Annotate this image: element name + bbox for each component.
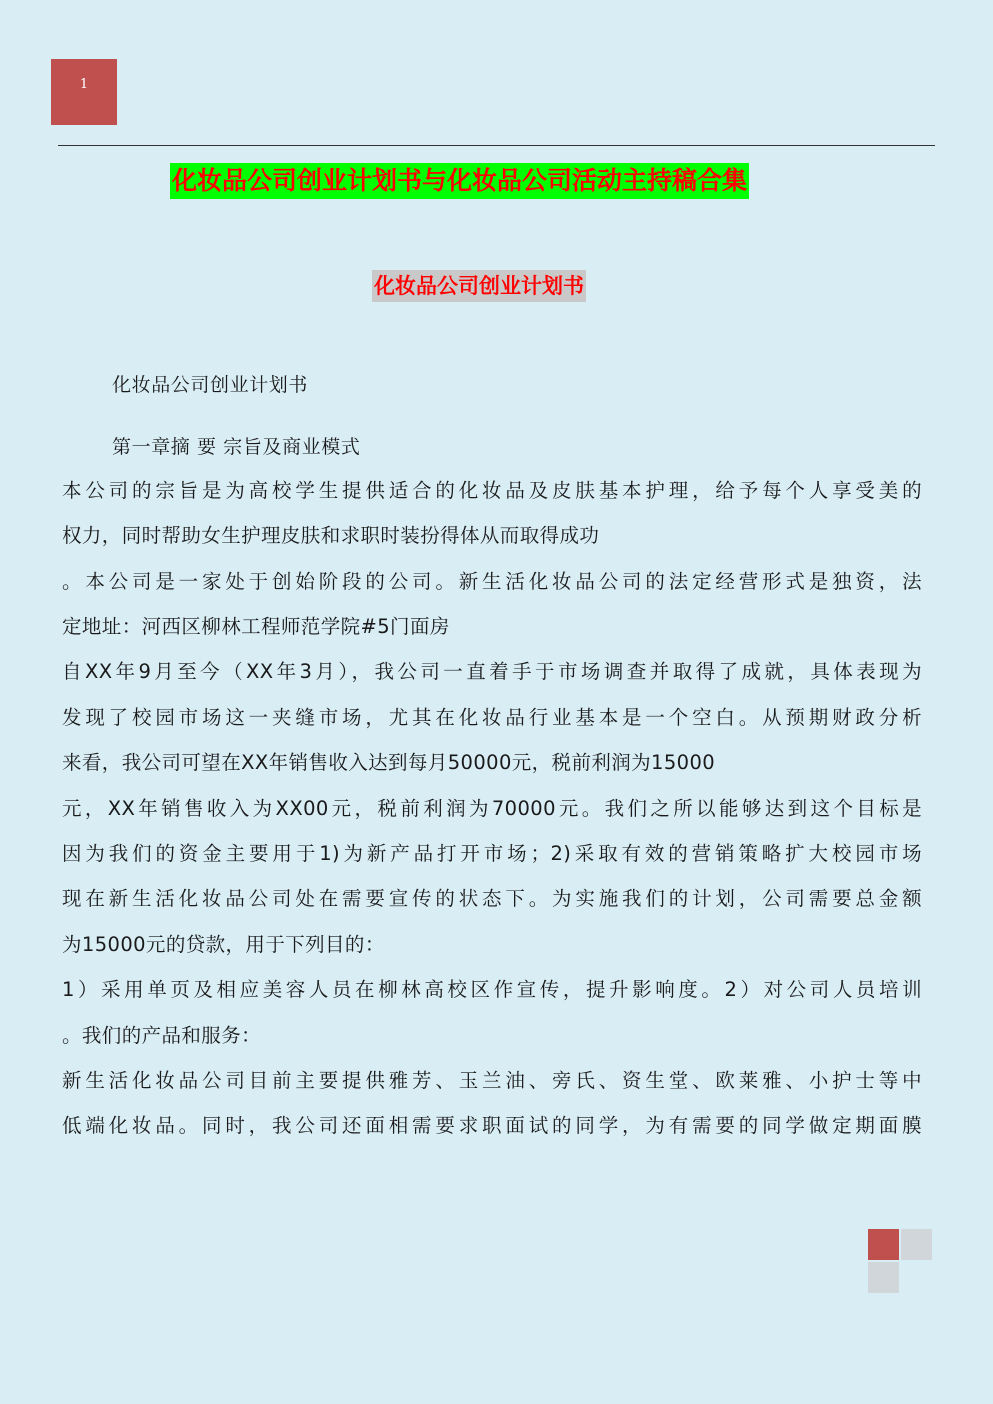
body-line: 来看，我公司可望在XX年销售收入达到每月50000元，税前利润为15000	[62, 751, 716, 774]
body-line: 。本公司是一家处于创始阶段的公司。新生活化妆品公司的法定经营形式是独资，法	[62, 570, 922, 593]
main-title: 化妆品公司创业计划书与化妆品公司活动主持稿合集	[170, 163, 749, 199]
doc-heading: 化妆品公司创业计划书	[112, 374, 309, 396]
header-rule	[58, 145, 935, 146]
body-line: 为15000元的贷款，用于下列目的：	[62, 933, 385, 956]
body-line: 发现了校园市场这一夹缝市场，尤其在化妆品行业基本是一个空白。从预期财政分析	[62, 706, 922, 729]
body-line: 定地址：河西区柳林工程师范学院#5门面房	[62, 615, 450, 638]
body-line: 1）采用单页及相应美容人员在柳林高校区作宣传，提升影响度。2）对公司人员培训	[62, 978, 922, 1001]
body-line: 现在新生活化妆品公司处在需要宣传的状态下。为实施我们的计划，公司需要总金额	[62, 887, 922, 910]
page-number: 1	[79, 77, 89, 92]
section-title: 化妆品公司创业计划书	[372, 270, 586, 302]
body-line: 元，XX年销售收入为XX00元，税前利润为70000元。我们之所以能够达到这个目标是	[62, 797, 922, 820]
body-line: 。我们的产品和服务：	[62, 1024, 262, 1047]
body-line: 本公司的宗旨是为高校学生提供适合的化妆品及皮肤基本护理，给予每个人享受美的	[62, 479, 922, 502]
decor-square-gray	[868, 1262, 899, 1293]
body-line: 自XX年9月至今（XX年3月），我公司一直着手于市场调查并取得了成就，具体表现为	[62, 660, 922, 683]
body-line: 权力，同时帮助女生护理皮肤和求职时装扮得体从而取得成功	[62, 524, 600, 547]
decor-square-gray	[901, 1229, 932, 1260]
body-line: 新生活化妆品公司目前主要提供雅芳、玉兰油、旁氏、资生堂、欧莱雅、小护士等中	[62, 1069, 922, 1092]
decor-square-red	[868, 1229, 899, 1260]
body-line: 因为我们的资金主要用于1)为新产品打开市场；2)采取有效的营销策略扩大校园市场	[62, 842, 922, 865]
chapter-heading: 第一章摘 要 宗旨及商业模式	[112, 436, 361, 458]
body-line: 低端化妆品。同时，我公司还面相需要求职面试的同学，为有需要的同学做定期面膜	[62, 1114, 922, 1137]
page-number-badge	[51, 59, 117, 125]
